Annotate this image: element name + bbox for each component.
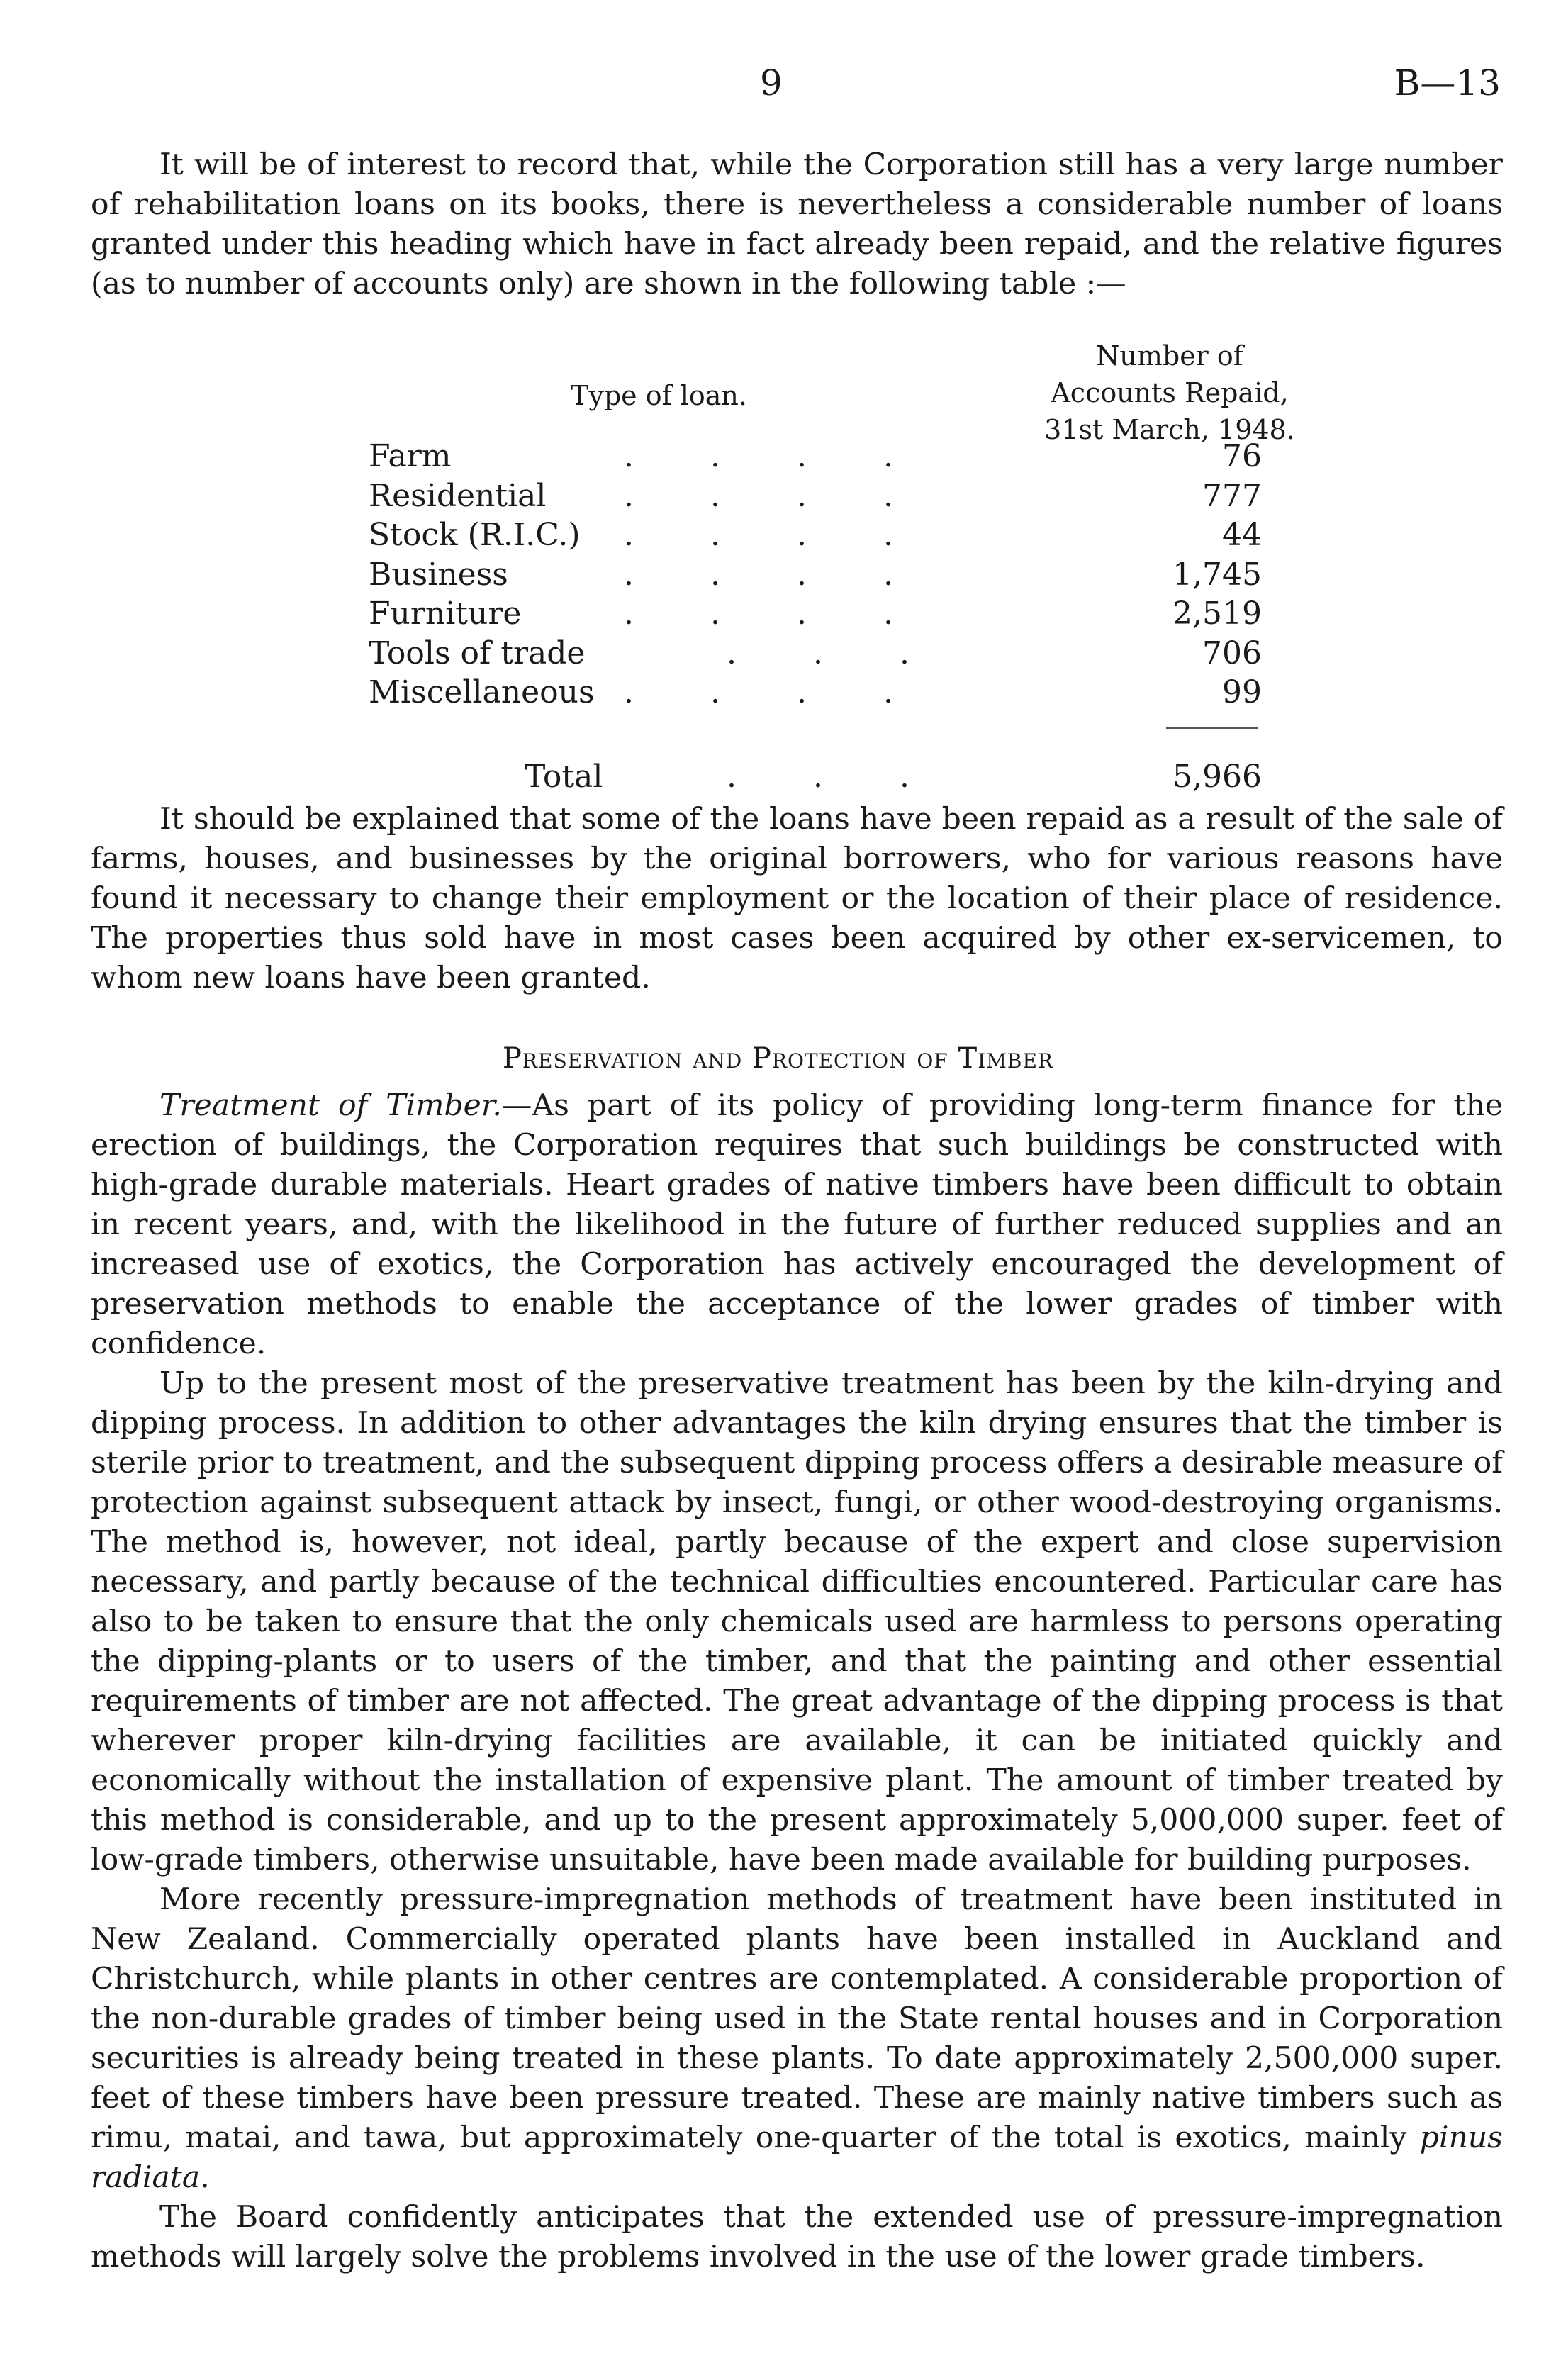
row-value: 777 xyxy=(1202,477,1262,514)
leader-dots: .... xyxy=(624,674,970,710)
leader-dots: ... xyxy=(727,759,986,795)
row-value: 2,519 xyxy=(1172,596,1262,632)
row-label: Business xyxy=(369,556,508,593)
row-value: 706 xyxy=(1202,635,1262,671)
row-label: Residential xyxy=(369,477,547,514)
table-row xyxy=(369,594,1290,634)
row-value: 99 xyxy=(1222,674,1262,710)
intro-section xyxy=(91,145,1503,304)
row-label: Tools of trade xyxy=(369,635,586,671)
row-label: Farm xyxy=(369,438,452,474)
column-header-line: Number of xyxy=(1096,340,1243,371)
sum-rule-divider xyxy=(1166,727,1258,729)
column-header-type-of-loan: Type of loan. xyxy=(571,380,747,411)
column-header-line: 31st March, 1948. xyxy=(1044,414,1295,445)
treatment-paragraph xyxy=(91,1086,1503,1364)
table-row xyxy=(369,673,1290,713)
column-header-accounts-repaid xyxy=(1028,337,1311,448)
row-value: 44 xyxy=(1222,517,1262,553)
column-header-line: Accounts Repaid, xyxy=(1051,377,1289,408)
section-heading: Preservation and Protection of Timber xyxy=(503,1042,1053,1075)
page-header xyxy=(0,62,1556,112)
explanation-section xyxy=(91,800,1503,998)
pressure-text-end: . xyxy=(200,2160,210,2195)
page-number: 9 xyxy=(760,62,783,104)
board-paragraph: The Board confidently anticipates that the extended use of pressure-impregnation methods will largely solve the problems involved in the use of the lower grade timbers. xyxy=(91,2200,1503,2274)
table-row xyxy=(369,634,1290,674)
table-row xyxy=(369,555,1290,595)
leader-dots: .... xyxy=(624,556,970,593)
total-label: Total xyxy=(525,759,603,795)
dipping-paragraph: Up to the present most of the preservative treatment has been by the kiln-drying and dipping process. In addition to other advantages the kiln drying ensures that the timber is sterile prior to treatment, and the subsequent dipping process offers a desirable measure of protection against subsequent attack by insect, fungi, or other wood-destroying organisms. The method is, however, not ideal, partly because of the expert and close supervision necessary, and partly because of the technical difficulties encountered. Particular care has also to be taken to ensure that the only chemicals used are harmless to persons operating the dipping-plants or to users of the timber, and that the painting and other essential requirements of timber are not affected. The great advantage of the dipping process is that wherever proper kiln-drying facilities are available, it can be initiated quickly and economically without the installation of expensive plant. The amount of timber treated by this method is considerable, and up to the present approximately 5,000,000 super. feet of low-grade timbers, otherwise unsuitable, have been made available for building purposes. xyxy=(91,1366,1503,1877)
row-value: 76 xyxy=(1222,438,1262,474)
leader-dots: ... xyxy=(727,635,986,671)
row-label: Stock (R.I.C.) xyxy=(369,517,581,553)
pressure-text: More recently pressure-impregnation methods of treatment have been instituted in New Zealand. Commercially operated plants have been installed in Auckland and Christchurch, while plants in other centres are contemplated. A considerable proportion of the non-durable grades of timber being used in the State rental houses and in Corporation securities is already being treated in these plants. To date approximately 2,500,000 super. feet of these timbers have been pressure treated. These are mainly native timbers such as rimu, matai, and tawa, but approximately one-quarter of the total is exotics, mainly xyxy=(91,1882,1503,2155)
leader-dots: .... xyxy=(624,477,970,514)
pressure-species-italic: pinus radiata xyxy=(91,2121,1503,2195)
treatment-label: Treatment of Timber. xyxy=(159,1088,502,1123)
row-value: 1,745 xyxy=(1172,556,1262,593)
row-label: Furniture xyxy=(369,596,522,632)
leader-dots: .... xyxy=(624,517,970,553)
leader-dots: .... xyxy=(624,438,970,474)
timber-section xyxy=(91,1086,1503,2277)
table-row xyxy=(369,437,1290,476)
table-row xyxy=(369,515,1290,555)
pressure-paragraph xyxy=(91,1880,1503,2198)
document-reference: B—13 xyxy=(1394,62,1501,104)
treatment-text: —As part of its policy of providing long-term finance for the erection of buildings, the Corporation requires that such buildings be constructed with high-grade durable materials. Heart grades of native timbers have been difficult to obtain in recent years, and, with the likelihood in the future of further reduced supplies and an increased use of exotics, the Corporation has actively encouraged the development of preservation methods to enable the acceptance of the lower grades of timber with confidence. xyxy=(91,1088,1503,1361)
explanation-paragraph: It should be explained that some of the loans have been repaid as a result of the sale of farms, houses, and businesses by the original borrowers, who for various reasons have found it necessary to change their employment or the location of their place of residence. The properties thus sold have in most cases been acquired by other ex-servicemen, to whom new loans have been granted. xyxy=(91,802,1503,995)
table-row xyxy=(369,476,1290,516)
table-body xyxy=(369,437,1290,713)
table-total-row xyxy=(369,756,1290,798)
total-value: 5,966 xyxy=(1172,759,1262,795)
row-label: Miscellaneous xyxy=(369,674,595,710)
intro-paragraph: It will be of interest to record that, while the Corporation still has a very large number of rehabilitation loans on its books, there is nevertheless a considerable number of loans granted under this heading which have in fact already been repaid, and the relative figures (as to number of accounts only) are shown in the following table :— xyxy=(91,147,1503,301)
leader-dots: .... xyxy=(624,596,970,632)
loans-repaid-table xyxy=(369,337,1295,795)
